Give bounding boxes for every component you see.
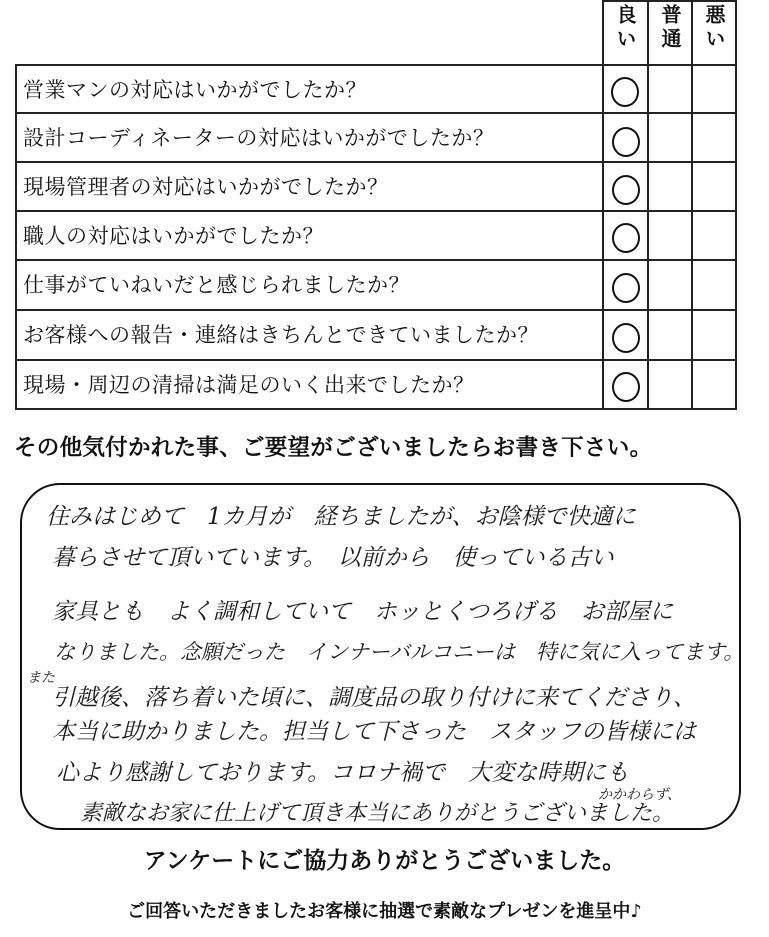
header-normal [648,4,692,52]
grid-line [602,0,604,410]
question-row [15,162,602,210]
handwritten-line: 住みはじめて 1カ月が 経ちましたが、お陰様で快適に [46,504,636,530]
grid-line [15,408,737,410]
header-normal-text: 普通 [658,4,682,52]
comments-prompt: その他気付かれた事、ご要望がございましたらお書き下さい。 [14,435,653,461]
handwritten-line: 暮らさせて頂いています。 以前から 使っている古い [52,545,614,571]
handwritten-line: 引越後、落ち着いた頃に、調度品の取り付けに来てくださり、 [52,685,696,711]
question-text: 仕事がていねいだと感じられましたか？ [23,273,410,297]
rating-mark-circle[interactable] [612,175,640,205]
question-row [15,360,602,408]
grid-line [602,0,737,2]
grid-line [647,0,649,410]
rating-mark-circle[interactable] [612,223,640,253]
rating-mark-circle[interactable] [611,77,639,107]
handwritten-line: 本当に助かりました。担当して下さった スタッフの皆様には [52,719,696,745]
question-text: お客様への報告・連絡はきちんとできていましたか？ [23,323,539,347]
header-good-text: 良い [613,4,637,52]
grid-line [735,0,737,410]
thanks-message: アンケートにご協力ありがとうございました。 [143,848,626,874]
footer-campaign: ご回答いただきましたお客様に抽選で素敵なプレゼンを進呈中♪ [127,901,642,922]
header-bad-text: 悪い [702,4,726,52]
rating-mark-circle[interactable] [612,323,640,353]
rating-mark-circle[interactable] [612,273,640,303]
header-good [603,4,647,52]
question-text: 職人の対応はいかがでしたか？ [23,224,324,248]
question-text: 営業マンの対応はいかがでしたか？ [23,78,367,102]
handwritten-insert-note: かかわらず、 [598,787,681,803]
question-text: 設計コーディネーターの対応はいかがでしたか？ [23,126,495,150]
question-row [15,310,602,358]
survey-table [15,0,737,410]
handwritten-line: 素敵なお家に仕上げて頂き本当にありがとうございました。 [80,801,675,826]
question-text: 現場管理者の対応はいかがでしたか？ [23,175,389,199]
rating-mark-circle[interactable] [612,372,640,402]
question-row [15,65,602,113]
question-row [15,113,602,161]
header-bad [692,4,736,52]
handwritten-line: 心より感謝しております。コロナ禍で 大変な時期にも [56,760,630,786]
question-row [15,211,602,259]
grid-line [691,0,693,410]
handwritten-margin-note: また [27,670,55,686]
handwritten-line: 家具とも よく調和していて ホッとくつろげる お部屋に [52,599,673,625]
rating-mark-circle[interactable] [612,127,640,157]
question-row [15,260,602,308]
question-text: 現場・周辺の清掃は満足のいく出来でしたか？ [23,373,475,397]
handwritten-line: なりました。念願だった インナーバルコニーは 特に気に入ってます。 [54,640,745,664]
